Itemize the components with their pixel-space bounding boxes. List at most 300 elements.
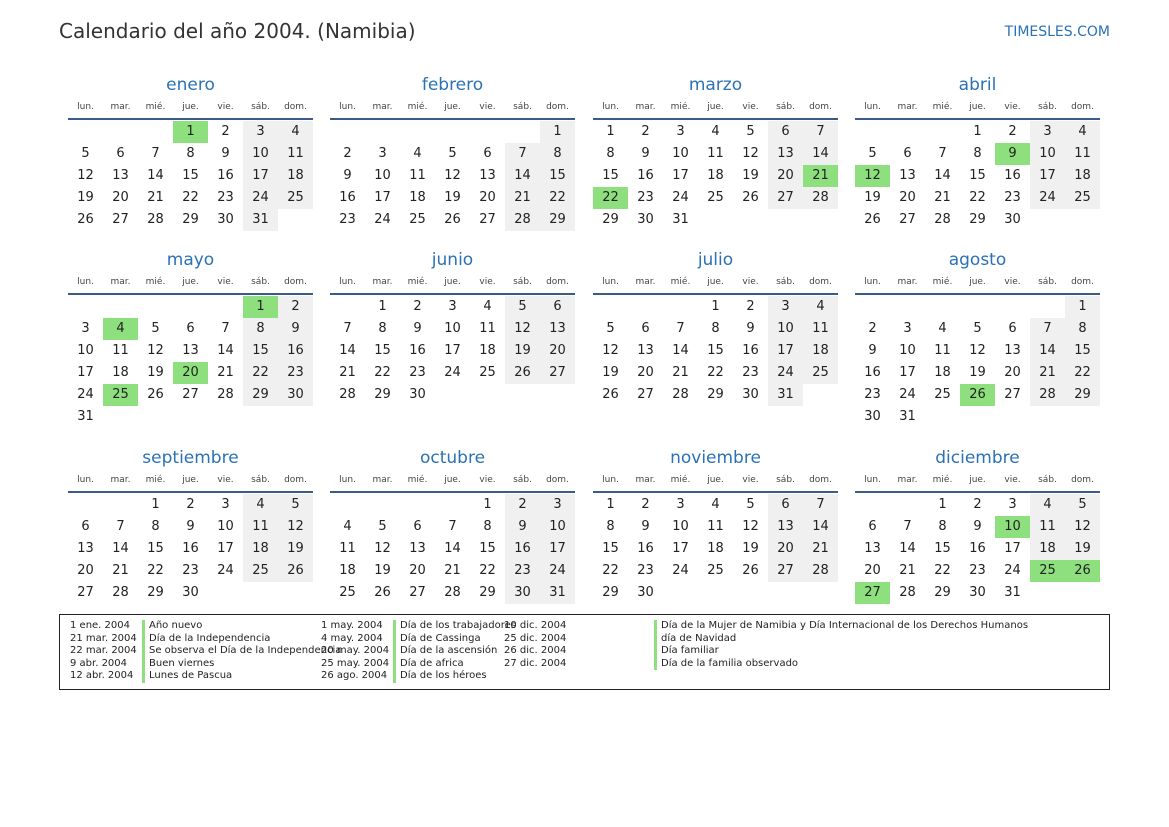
day-cell[interactable]: 16 [969,541,986,556]
day-cell[interactable]: 21 [339,365,356,380]
day-cell[interactable]: 5 [746,497,755,512]
day-cell[interactable]: 28 [934,212,951,227]
day-cell[interactable]: 11 [409,168,426,183]
day-cell[interactable]: 1 [938,497,947,512]
day-cell[interactable]: 30 [278,384,313,406]
day-cell[interactable]: 22 [243,362,278,384]
day-cell[interactable]: 14 [147,168,164,183]
day-cell[interactable]: 19 [374,563,391,578]
day-cell[interactable]: 12 [278,516,313,538]
holiday-day[interactable]: 9 [995,143,1030,165]
day-cell[interactable]: 27 [479,212,496,227]
day-cell[interactable]: 12 [505,318,540,340]
day-cell[interactable]: 28 [899,585,916,600]
day-cell[interactable]: 25 [707,563,724,578]
day-cell[interactable]: 18 [1030,538,1065,560]
day-cell[interactable]: 4 [343,519,352,534]
day-cell[interactable]: 10 [243,143,278,165]
day-cell[interactable]: 8 [483,519,492,534]
day-cell[interactable]: 22 [182,190,199,205]
day-cell[interactable]: 15 [374,343,391,358]
site-link[interactable]: TIMESLES.COM [1004,24,1110,40]
day-cell[interactable]: 22 [707,365,724,380]
day-cell[interactable]: 5 [1065,494,1100,516]
day-cell[interactable]: 8 [606,146,615,161]
day-cell[interactable]: 22 [969,190,986,205]
day-cell[interactable]: 8 [151,519,160,534]
day-cell[interactable]: 8 [973,146,982,161]
day-cell[interactable]: 14 [505,165,540,187]
day-cell[interactable]: 5 [448,146,457,161]
day-cell[interactable]: 4 [483,299,492,314]
day-cell[interactable]: 29 [540,209,575,231]
day-cell[interactable]: 18 [803,340,838,362]
day-cell[interactable]: 20 [768,538,803,560]
day-cell[interactable]: 7 [151,146,160,161]
day-cell[interactable]: 6 [903,146,912,161]
day-cell[interactable]: 28 [803,187,838,209]
day-cell[interactable]: 20 [409,563,426,578]
day-cell[interactable]: 21 [112,563,129,578]
day-cell[interactable]: 30 [969,585,986,600]
day-cell[interactable]: 8 [938,519,947,534]
day-cell[interactable]: 1 [606,497,615,512]
day-cell[interactable]: 2 [505,494,540,516]
day-cell[interactable]: 11 [934,343,951,358]
day-cell[interactable]: 18 [707,168,724,183]
day-cell[interactable]: 30 [637,585,654,600]
holiday-day[interactable]: 20 [173,362,208,384]
day-cell[interactable]: 13 [899,168,916,183]
day-cell[interactable]: 22 [479,563,496,578]
day-cell[interactable]: 5 [378,519,387,534]
day-cell[interactable]: 21 [899,563,916,578]
day-cell[interactable]: 30 [217,212,234,227]
day-cell[interactable]: 16 [278,340,313,362]
day-cell[interactable]: 29 [182,212,199,227]
day-cell[interactable]: 21 [934,190,951,205]
day-cell[interactable]: 14 [112,541,129,556]
day-cell[interactable]: 9 [868,343,877,358]
day-cell[interactable]: 27 [637,387,654,402]
day-cell[interactable]: 29 [147,585,164,600]
holiday-day[interactable]: 1 [243,296,278,318]
day-cell[interactable]: 6 [540,296,575,318]
day-cell[interactable]: 23 [1004,190,1021,205]
day-cell[interactable]: 10 [1030,143,1065,165]
day-cell[interactable]: 2 [278,296,313,318]
day-cell[interactable]: 6 [868,519,877,534]
day-cell[interactable]: 29 [602,585,619,600]
day-cell[interactable]: 18 [1065,165,1100,187]
day-cell[interactable]: 3 [81,321,90,336]
day-cell[interactable]: 14 [339,343,356,358]
day-cell[interactable]: 23 [339,212,356,227]
day-cell[interactable]: 8 [711,321,720,336]
day-cell[interactable]: 11 [112,343,129,358]
day-cell[interactable]: 25 [803,362,838,384]
day-cell[interactable]: 11 [803,318,838,340]
day-cell[interactable]: 7 [803,121,838,143]
day-cell[interactable]: 25 [278,187,313,209]
day-cell[interactable]: 14 [934,168,951,183]
holiday-day[interactable]: 26 [1065,560,1100,582]
day-cell[interactable]: 2 [641,497,650,512]
day-cell[interactable]: 6 [483,146,492,161]
day-cell[interactable]: 5 [505,296,540,318]
day-cell[interactable]: 29 [374,387,391,402]
day-cell[interactable]: 5 [973,321,982,336]
day-cell[interactable]: 22 [540,187,575,209]
holiday-day[interactable]: 27 [855,582,890,604]
day-cell[interactable]: 12 [147,343,164,358]
day-cell[interactable]: 23 [505,560,540,582]
day-cell[interactable]: 20 [479,190,496,205]
day-cell[interactable]: 26 [602,387,619,402]
day-cell[interactable]: 31 [243,209,278,231]
day-cell[interactable]: 17 [374,190,391,205]
holiday-day[interactable]: 4 [103,318,138,340]
day-cell[interactable]: 14 [899,541,916,556]
day-cell[interactable]: 3 [1008,497,1017,512]
day-cell[interactable]: 24 [672,190,689,205]
day-cell[interactable]: 2 [343,146,352,161]
day-cell[interactable]: 24 [899,387,916,402]
day-cell[interactable]: 23 [864,387,881,402]
day-cell[interactable]: 30 [1004,212,1021,227]
day-cell[interactable]: 14 [444,541,461,556]
day-cell[interactable]: 8 [606,519,615,534]
day-cell[interactable]: 25 [1065,187,1100,209]
day-cell[interactable]: 23 [278,362,313,384]
day-cell[interactable]: 21 [505,187,540,209]
day-cell[interactable]: 4 [413,146,422,161]
day-cell[interactable]: 3 [243,121,278,143]
day-cell[interactable]: 15 [934,541,951,556]
day-cell[interactable]: 11 [1030,516,1065,538]
day-cell[interactable]: 23 [742,365,759,380]
day-cell[interactable]: 24 [672,563,689,578]
day-cell[interactable]: 10 [768,318,803,340]
day-cell[interactable]: 5 [746,124,755,139]
day-cell[interactable]: 18 [278,165,313,187]
day-cell[interactable]: 27 [540,362,575,384]
day-cell[interactable]: 20 [637,365,654,380]
day-cell[interactable]: 12 [742,519,759,534]
day-cell[interactable]: 1 [973,124,982,139]
day-cell[interactable]: 20 [77,563,94,578]
day-cell[interactable]: 17 [444,343,461,358]
day-cell[interactable]: 25 [707,190,724,205]
day-cell[interactable]: 2 [221,124,230,139]
day-cell[interactable]: 17 [1004,541,1021,556]
day-cell[interactable]: 19 [444,190,461,205]
day-cell[interactable]: 8 [378,321,387,336]
day-cell[interactable]: 28 [672,387,689,402]
day-cell[interactable]: 4 [1030,494,1065,516]
day-cell[interactable]: 16 [1004,168,1021,183]
day-cell[interactable]: 15 [969,168,986,183]
day-cell[interactable]: 6 [186,321,195,336]
day-cell[interactable]: 29 [602,212,619,227]
day-cell[interactable]: 26 [374,585,391,600]
day-cell[interactable]: 20 [864,563,881,578]
day-cell[interactable]: 12 [969,343,986,358]
day-cell[interactable]: 7 [448,519,457,534]
day-cell[interactable]: 10 [899,343,916,358]
day-cell[interactable]: 22 [1065,362,1100,384]
day-cell[interactable]: 27 [899,212,916,227]
day-cell[interactable]: 3 [221,497,230,512]
day-cell[interactable]: 16 [742,343,759,358]
day-cell[interactable]: 27 [768,560,803,582]
day-cell[interactable]: 14 [1030,340,1065,362]
day-cell[interactable]: 24 [444,365,461,380]
day-cell[interactable]: 28 [803,560,838,582]
day-cell[interactable]: 7 [505,143,540,165]
day-cell[interactable]: 15 [707,343,724,358]
day-cell[interactable]: 24 [217,563,234,578]
day-cell[interactable]: 17 [1030,165,1065,187]
day-cell[interactable]: 2 [641,124,650,139]
day-cell[interactable]: 22 [602,563,619,578]
day-cell[interactable]: 4 [1065,121,1100,143]
day-cell[interactable]: 19 [742,168,759,183]
day-cell[interactable]: 20 [1004,365,1021,380]
day-cell[interactable]: 24 [374,212,391,227]
day-cell[interactable]: 12 [77,168,94,183]
day-cell[interactable]: 19 [1065,538,1100,560]
day-cell[interactable]: 24 [243,187,278,209]
day-cell[interactable]: 18 [479,343,496,358]
day-cell[interactable]: 18 [243,538,278,560]
day-cell[interactable]: 30 [505,582,540,604]
day-cell[interactable]: 28 [1030,384,1065,406]
day-cell[interactable]: 10 [77,343,94,358]
day-cell[interactable]: 11 [707,519,724,534]
day-cell[interactable]: 9 [343,168,352,183]
day-cell[interactable]: 10 [374,168,391,183]
day-cell[interactable]: 17 [672,541,689,556]
day-cell[interactable]: 31 [77,409,94,424]
day-cell[interactable]: 17 [217,541,234,556]
day-cell[interactable]: 5 [606,321,615,336]
day-cell[interactable]: 16 [505,538,540,560]
day-cell[interactable]: 15 [602,541,619,556]
day-cell[interactable]: 1 [711,299,720,314]
day-cell[interactable]: 16 [182,541,199,556]
day-cell[interactable]: 15 [479,541,496,556]
holiday-day[interactable]: 25 [1030,560,1065,582]
holiday-day[interactable]: 25 [103,384,138,406]
day-cell[interactable]: 18 [112,365,129,380]
day-cell[interactable]: 9 [973,519,982,534]
day-cell[interactable]: 28 [444,585,461,600]
day-cell[interactable]: 24 [77,387,94,402]
day-cell[interactable]: 16 [217,168,234,183]
day-cell[interactable]: 15 [602,168,619,183]
day-cell[interactable]: 8 [1065,318,1100,340]
day-cell[interactable]: 16 [864,365,881,380]
day-cell[interactable]: 27 [182,387,199,402]
day-cell[interactable]: 6 [768,494,803,516]
day-cell[interactable]: 17 [77,365,94,380]
day-cell[interactable]: 14 [217,343,234,358]
day-cell[interactable]: 30 [409,387,426,402]
day-cell[interactable]: 18 [409,190,426,205]
day-cell[interactable]: 16 [409,343,426,358]
day-cell[interactable]: 11 [278,143,313,165]
day-cell[interactable]: 4 [803,296,838,318]
day-cell[interactable]: 13 [1004,343,1021,358]
day-cell[interactable]: 14 [803,143,838,165]
day-cell[interactable]: 16 [637,541,654,556]
day-cell[interactable]: 21 [444,563,461,578]
day-cell[interactable]: 8 [540,143,575,165]
day-cell[interactable]: 2 [1008,124,1017,139]
day-cell[interactable]: 7 [676,321,685,336]
day-cell[interactable]: 19 [77,190,94,205]
day-cell[interactable]: 13 [77,541,94,556]
day-cell[interactable]: 29 [243,384,278,406]
day-cell[interactable]: 3 [676,124,685,139]
day-cell[interactable]: 20 [899,190,916,205]
day-cell[interactable]: 12 [1065,516,1100,538]
day-cell[interactable]: 30 [182,585,199,600]
day-cell[interactable]: 20 [112,190,129,205]
day-cell[interactable]: 13 [768,143,803,165]
day-cell[interactable]: 30 [864,409,881,424]
day-cell[interactable]: 25 [479,365,496,380]
day-cell[interactable]: 23 [182,563,199,578]
day-cell[interactable]: 26 [147,387,164,402]
day-cell[interactable]: 13 [768,516,803,538]
day-cell[interactable]: 5 [278,494,313,516]
day-cell[interactable]: 3 [768,296,803,318]
day-cell[interactable]: 12 [374,541,391,556]
day-cell[interactable]: 27 [112,212,129,227]
day-cell[interactable]: 18 [339,563,356,578]
day-cell[interactable]: 13 [479,168,496,183]
day-cell[interactable]: 22 [374,365,391,380]
day-cell[interactable]: 7 [938,146,947,161]
holiday-day[interactable]: 1 [173,121,208,143]
day-cell[interactable]: 6 [413,519,422,534]
day-cell[interactable]: 3 [903,321,912,336]
day-cell[interactable]: 21 [147,190,164,205]
day-cell[interactable]: 8 [243,318,278,340]
day-cell[interactable]: 4 [243,494,278,516]
day-cell[interactable]: 8 [186,146,195,161]
day-cell[interactable]: 31 [672,212,689,227]
day-cell[interactable]: 4 [711,124,720,139]
day-cell[interactable]: 27 [77,585,94,600]
day-cell[interactable]: 19 [278,538,313,560]
day-cell[interactable]: 9 [746,321,755,336]
day-cell[interactable]: 2 [746,299,755,314]
day-cell[interactable]: 23 [637,563,654,578]
day-cell[interactable]: 11 [243,516,278,538]
day-cell[interactable]: 15 [147,541,164,556]
day-cell[interactable]: 19 [505,340,540,362]
day-cell[interactable]: 23 [409,365,426,380]
day-cell[interactable]: 18 [934,365,951,380]
day-cell[interactable]: 1 [378,299,387,314]
day-cell[interactable]: 9 [641,519,650,534]
day-cell[interactable]: 1 [540,121,575,143]
day-cell[interactable]: 21 [217,365,234,380]
day-cell[interactable]: 15 [1065,340,1100,362]
day-cell[interactable]: 28 [147,212,164,227]
day-cell[interactable]: 7 [1030,318,1065,340]
day-cell[interactable]: 13 [637,343,654,358]
day-cell[interactable]: 19 [602,365,619,380]
day-cell[interactable]: 9 [186,519,195,534]
day-cell[interactable]: 25 [934,387,951,402]
day-cell[interactable]: 3 [540,494,575,516]
day-cell[interactable]: 5 [868,146,877,161]
day-cell[interactable]: 14 [672,343,689,358]
day-cell[interactable]: 28 [112,585,129,600]
day-cell[interactable]: 17 [768,340,803,362]
day-cell[interactable]: 23 [969,563,986,578]
day-cell[interactable]: 10 [540,516,575,538]
day-cell[interactable]: 19 [864,190,881,205]
day-cell[interactable]: 6 [81,519,90,534]
day-cell[interactable]: 25 [409,212,426,227]
day-cell[interactable]: 3 [1030,121,1065,143]
day-cell[interactable]: 3 [448,299,457,314]
day-cell[interactable]: 13 [182,343,199,358]
day-cell[interactable]: 29 [479,585,496,600]
day-cell[interactable]: 24 [1030,187,1065,209]
holiday-day[interactable]: 22 [593,187,628,209]
holiday-day[interactable]: 26 [960,384,995,406]
day-cell[interactable]: 20 [768,165,803,187]
day-cell[interactable]: 6 [116,146,125,161]
day-cell[interactable]: 7 [903,519,912,534]
day-cell[interactable]: 13 [540,318,575,340]
day-cell[interactable]: 17 [540,538,575,560]
day-cell[interactable]: 11 [707,146,724,161]
day-cell[interactable]: 27 [768,187,803,209]
day-cell[interactable]: 21 [672,365,689,380]
day-cell[interactable]: 28 [505,209,540,231]
day-cell[interactable]: 5 [151,321,160,336]
day-cell[interactable]: 24 [1004,563,1021,578]
day-cell[interactable]: 25 [243,560,278,582]
day-cell[interactable]: 2 [973,497,982,512]
day-cell[interactable]: 16 [339,190,356,205]
day-cell[interactable]: 1 [1065,296,1100,318]
day-cell[interactable]: 20 [540,340,575,362]
day-cell[interactable]: 14 [803,516,838,538]
day-cell[interactable]: 26 [742,190,759,205]
day-cell[interactable]: 29 [707,387,724,402]
day-cell[interactable]: 16 [637,168,654,183]
day-cell[interactable]: 23 [217,190,234,205]
day-cell[interactable]: 10 [672,146,689,161]
day-cell[interactable]: 9 [278,318,313,340]
holiday-day[interactable]: 21 [803,165,838,187]
day-cell[interactable]: 3 [378,146,387,161]
day-cell[interactable]: 27 [1004,387,1021,402]
day-cell[interactable]: 25 [339,585,356,600]
day-cell[interactable]: 9 [413,321,422,336]
day-cell[interactable]: 1 [483,497,492,512]
day-cell[interactable]: 2 [868,321,877,336]
day-cell[interactable]: 17 [899,365,916,380]
